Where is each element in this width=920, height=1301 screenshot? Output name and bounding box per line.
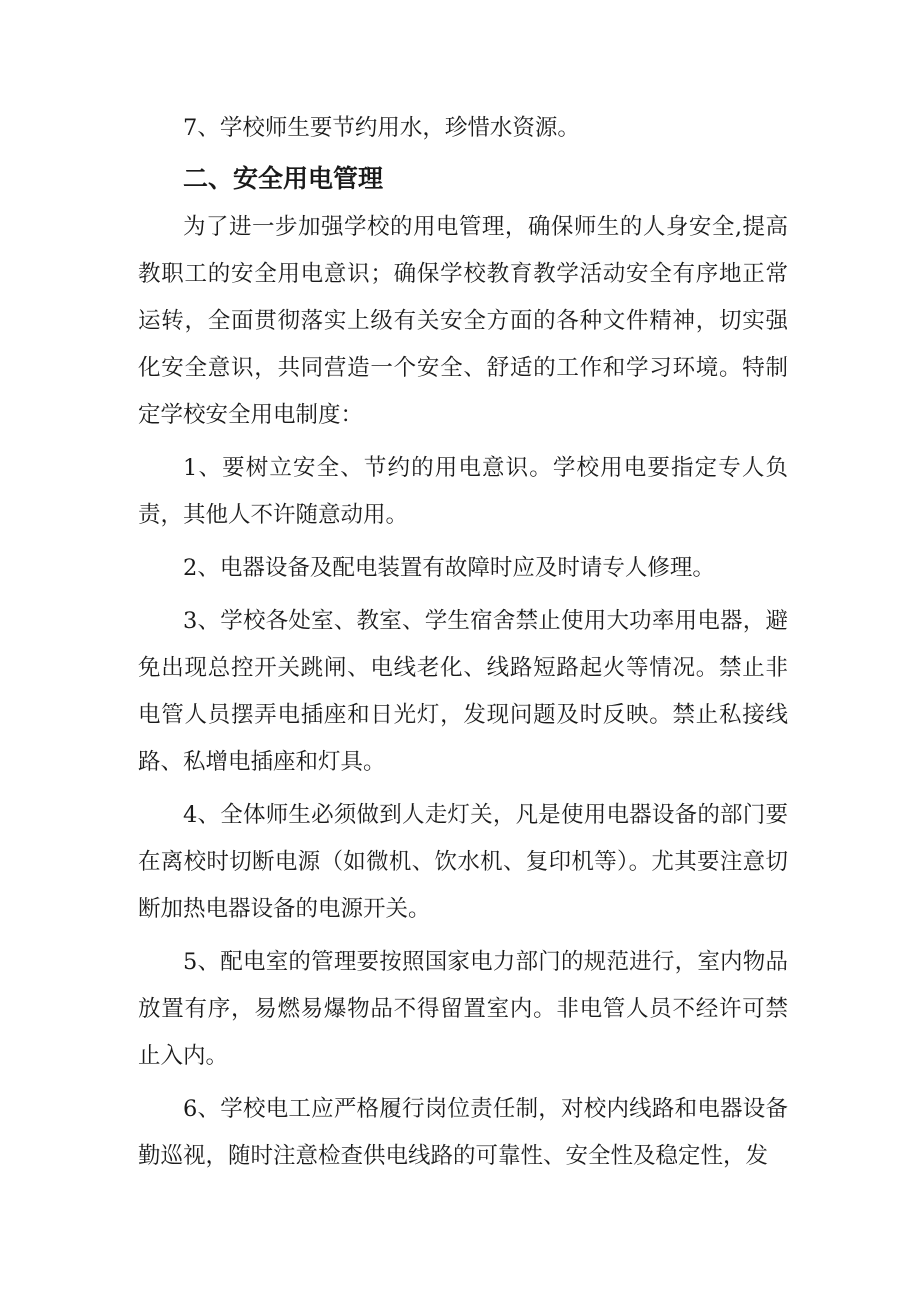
paragraph-rule-2: 2、电器设备及配电装置有故障时应及时请专人修理。 — [183, 555, 715, 581]
paragraph-rule-4: 4、全体师生必须做到人走灯关，凡是使用电器设备的部门要在离校时切断电源（如微机、饮水机、复印机等）。尤其要注意切断加热电器设备的电源开关。 — [138, 802, 788, 922]
paragraph-rule-6: 6、学校电工应严格履行岗位责任制，对校内线路和电器设备勤巡视，随时注意检查供电线路的可靠性、安全性及稳定性，发 — [138, 1096, 788, 1169]
paragraph-item-7: 7、学校师生要节约用水，珍惜水资源。 — [183, 115, 580, 141]
paragraph-rule-5: 5、配电室的管理要按照国家电力部门的规范进行，室内物品放置有序，易燃易爆物品不得留置室内。非电管人员不经许可禁止入内。 — [138, 949, 788, 1069]
paragraph-rule-3: 3、学校各处室、教室、学生宿舍禁止使用大功率用电器，避免出现总控开关跳闸、电线老化、线路短路起火等情况。禁止非电管人员摆弄电插座和日光灯，发现问题及时反映。禁止私接线路、私增电插座和灯具。 — [138, 608, 788, 775]
paragraph-rule-1: 1、要树立安全、节约的用电意识。学校用电要指定专人负责，其他人不许随意动用。 — [138, 455, 788, 528]
document-body — [138, 105, 788, 1180]
paragraph-intro: 为了进一步加强学校的用电管理，确保师生的人身安全,提高教职工的安全用电意识；确保学校教育教学活动安全有序地正常运转，全面贯彻落实上级有关安全方面的各种文件精神，切实强化安全意识，共同营造一个安全、舒适的工作和学习环境。特制定学校安全用电制度： — [138, 214, 788, 428]
section-heading: 二、安全用电管理 — [183, 164, 384, 193]
